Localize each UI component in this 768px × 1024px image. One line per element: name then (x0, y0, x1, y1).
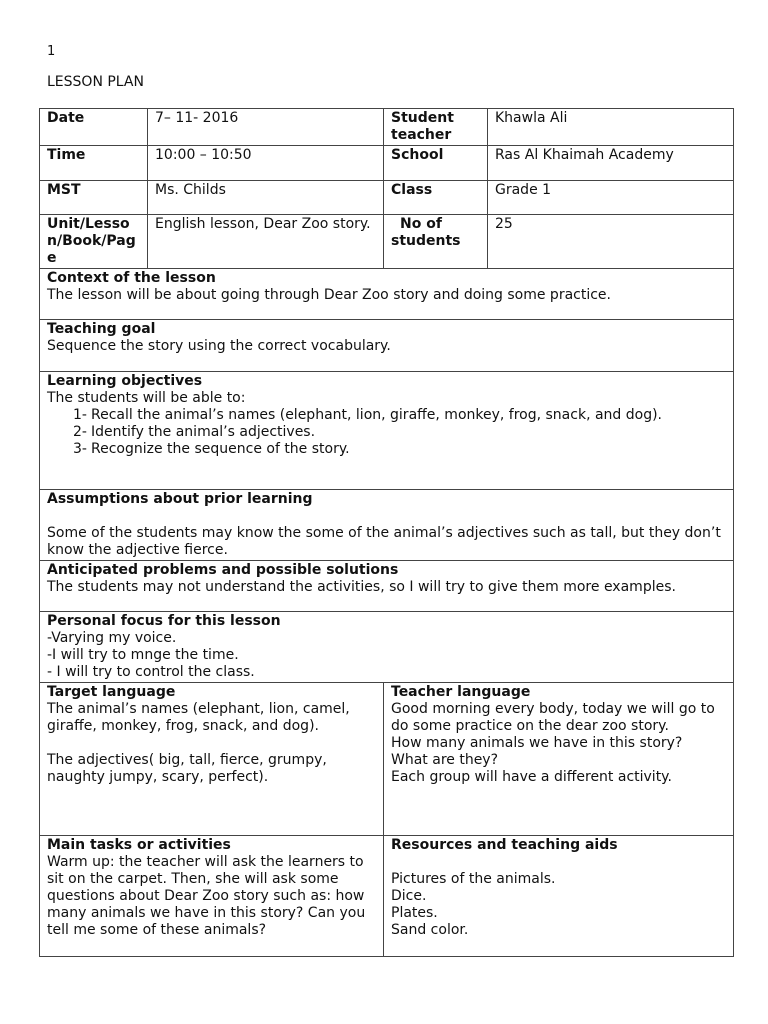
lesson-plan-table (39, 108, 734, 957)
assumptions-heading: Assumptions about prior learning (47, 491, 313, 507)
goal-text: Sequence the story using the correct vocabulary. (47, 338, 391, 354)
student-teacher-value: Khawla Ali (488, 109, 734, 146)
resource-item: Pictures of the animals. (391, 871, 556, 887)
objective-item (73, 424, 726, 441)
class-label: Class (384, 181, 488, 215)
objective-text: Identify the animal’s adjectives. (91, 424, 316, 440)
date-label: Date (40, 109, 148, 146)
teacher-language-line: What are they? (391, 752, 499, 768)
teacher-language-line: Each group will have a different activity. (391, 769, 672, 785)
goal-heading: Teaching goal (47, 321, 156, 337)
problems-heading: Anticipated problems and possible solutions (47, 562, 399, 578)
assumptions-section (40, 490, 734, 561)
objectives-intro: The students will be able to: (47, 390, 246, 406)
class-value: Grade 1 (488, 181, 734, 215)
document-title: LESSON PLAN (47, 74, 144, 90)
target-language-section (40, 683, 384, 836)
objective-item (73, 407, 726, 424)
context-text: The lesson will be about going through Dear Zoo story and doing some practice. (47, 287, 611, 303)
target-language-heading: Target language (47, 684, 176, 700)
students-label (384, 215, 488, 269)
time-value: 10:00 – 10:50 (148, 146, 384, 181)
problems-text: The students may not understand the activities, so I will try to give them more examples. (47, 579, 676, 595)
resource-item: Plates. (391, 905, 438, 921)
objectives-heading: Learning objectives (47, 373, 203, 389)
unit-label: Unit/Lesson/Book/Page (40, 215, 148, 269)
objective-number: 2- (73, 424, 87, 440)
objective-number: 1- (73, 407, 87, 423)
tasks-heading: Main tasks or activities (47, 837, 231, 853)
focus-line: - I will try to control the class. (47, 664, 255, 680)
school-value: Ras Al Khaimah Academy (488, 146, 734, 181)
teacher-language-line: How many animals we have in this story? (391, 735, 683, 751)
objective-text: Recognize the sequence of the story. (91, 441, 350, 457)
focus-heading: Personal focus for this lesson (47, 613, 281, 629)
assumptions-text: Some of the students may know the some of the animal’s adjectives such as tall, but they don’t know the adjective fierce. (47, 525, 721, 558)
resource-item: Dice. (391, 888, 427, 904)
student-teacher-label: Student teacher (384, 109, 488, 146)
problems-section (40, 561, 734, 612)
students-label-text: No of students (391, 216, 461, 249)
objective-item (73, 441, 726, 458)
objective-number: 3- (73, 441, 87, 457)
target-language-text: The animal’s names (elephant, lion, camel, giraffe, monkey, frog, snack, and dog). (47, 701, 350, 734)
context-heading: Context of the lesson (47, 270, 216, 286)
objectives-list (47, 407, 726, 458)
focus-section (40, 612, 734, 683)
students-value: 25 (488, 215, 734, 269)
tasks-text: Warm up: the teacher will ask the learners to sit on the carpet. Then, she will ask some questions about Dear Zoo story such as: how many animals we have in this story? Can you tell me some of these animals? (47, 854, 366, 938)
time-label: Time (40, 146, 148, 181)
focus-line: -I will try to mnge the time. (47, 647, 239, 663)
target-language-adjectives: The adjectives( big, tall, fierce, grumpy, naughty jumpy, scary, perfect). (47, 752, 327, 785)
goal-section (40, 320, 734, 372)
teacher-language-line: Good morning every body, today we will go to do some practice on the dear zoo story. (391, 701, 715, 734)
resource-item: Sand color. (391, 922, 469, 938)
tasks-section (40, 836, 384, 957)
teacher-language-heading: Teacher language (391, 684, 531, 700)
context-section (40, 269, 734, 320)
page-number: 1 (47, 44, 56, 59)
teacher-language-section (384, 683, 734, 836)
resources-heading: Resources and teaching aids (391, 837, 618, 853)
objectives-section (40, 372, 734, 490)
unit-value: English lesson, Dear Zoo story. (148, 215, 384, 269)
resources-section (384, 836, 734, 957)
mst-value: Ms. Childs (148, 181, 384, 215)
objective-text: Recall the animal’s names (elephant, lion, giraffe, monkey, frog, snack, and dog). (91, 407, 663, 423)
school-label: School (384, 146, 488, 181)
focus-line: -Varying my voice. (47, 630, 177, 646)
mst-label: MST (40, 181, 148, 215)
date-value: 7– 11- 2016 (148, 109, 384, 146)
